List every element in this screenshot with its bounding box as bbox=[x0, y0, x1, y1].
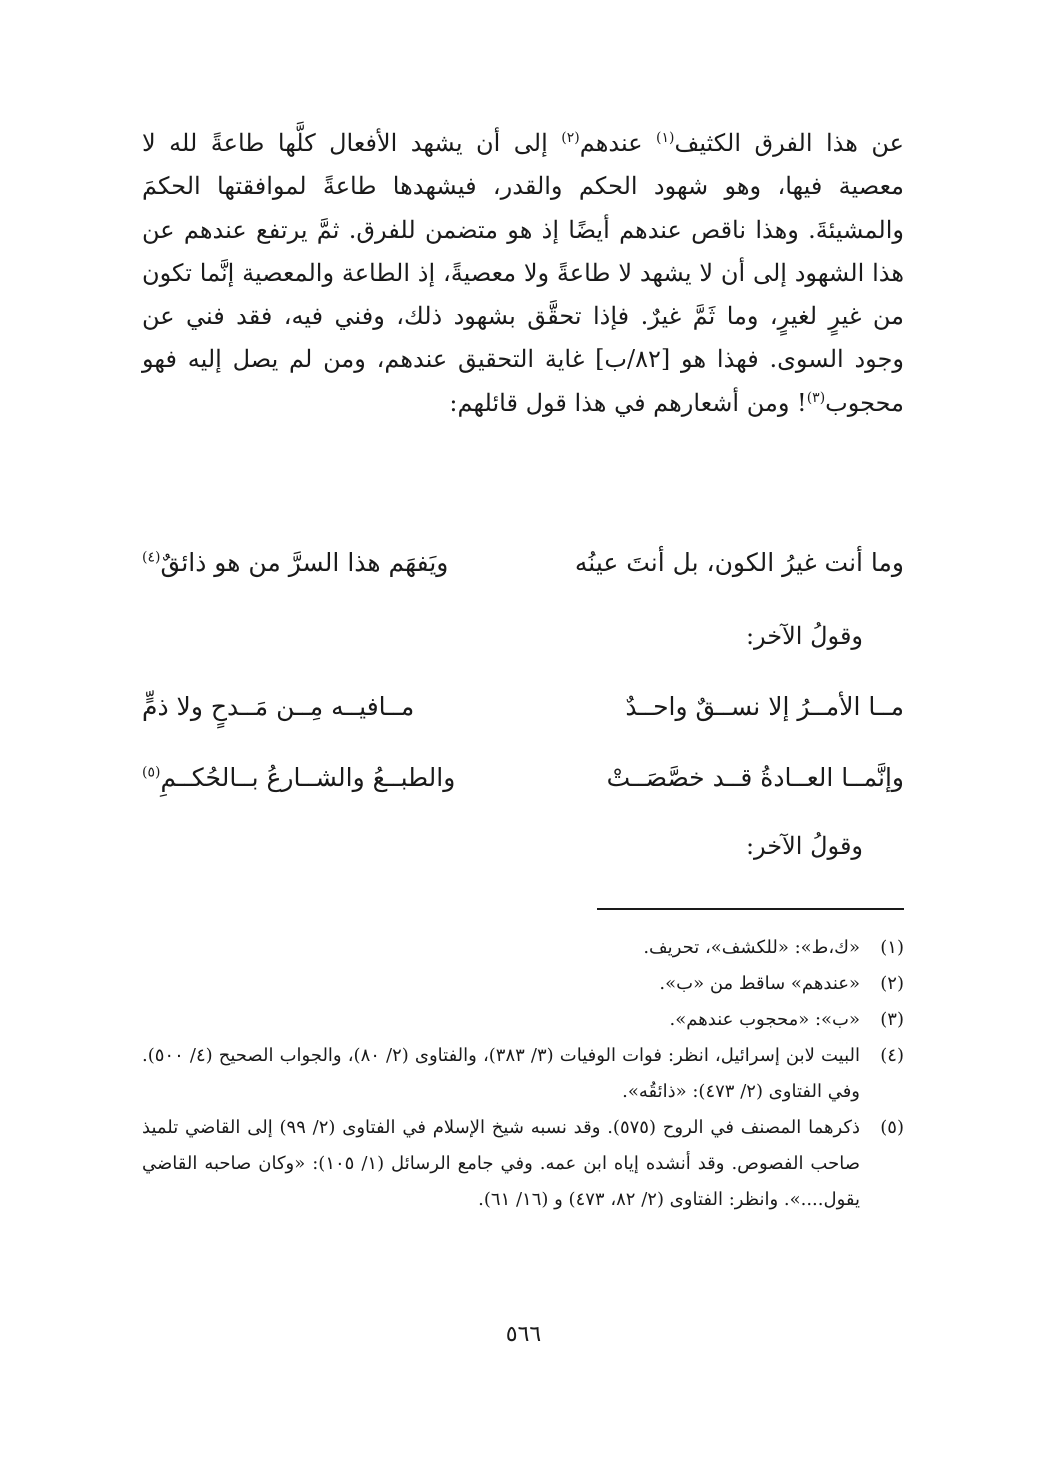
main-paragraph bbox=[142, 122, 904, 425]
footnote-2 bbox=[142, 966, 904, 1002]
footnote-number: (٢) bbox=[880, 973, 904, 994]
footnote-3 bbox=[142, 1002, 904, 1038]
paragraph-text: عن هذا الفرق الكثيف bbox=[674, 129, 904, 157]
verse-1-second-hemistich bbox=[142, 548, 448, 577]
footnote-ref-3[interactable]: (٣) bbox=[806, 389, 826, 406]
footnote-ref-5[interactable]: (٥) bbox=[142, 764, 161, 781]
paragraph-text: عندهم bbox=[579, 129, 656, 157]
footnote-number: (٣) bbox=[880, 1009, 904, 1030]
footnote-ref-1[interactable]: (١) bbox=[656, 130, 675, 146]
page-number: ٥٦٦ bbox=[505, 1322, 542, 1347]
verse-2-line-1-second-hemistich: مــافيــه مِــن مَــدحٍ ولا ذمٍّ bbox=[142, 692, 415, 721]
verse-intro-3: وقولُ الآخر: bbox=[745, 832, 863, 860]
verse-2-line-2-first-hemistich: وإنَّمــا العــادةُ قــد خصَّصَــتْ bbox=[606, 763, 904, 792]
footnote-4 bbox=[142, 1038, 904, 1110]
footnote-text: ذكرهما المصنف في الروح (٥٧٥). وقد نسبه شيخ الإسلام في الفتاوى (٢/ ٩٩) إلى القاضي تلميذ صاحب الفصوص. وقد أنشده إياه ابن عمه. وفي جامع الرسائل (١/ ١٠٥): «وكان صاحبه القاضي يقول....». وانظر: الفتاوى (٢/ ٨٢، ٤٧٣) و (١٦/ ٦١). bbox=[142, 1117, 860, 1210]
verse-2-line-1 bbox=[142, 692, 904, 736]
footnote-ref-2[interactable]: (٢) bbox=[561, 130, 580, 146]
verse-2-line-2-second-hemistich bbox=[142, 763, 455, 792]
footnote-1 bbox=[142, 930, 904, 966]
footnotes bbox=[142, 930, 904, 1218]
footnote-ref-4[interactable]: (٤) bbox=[142, 549, 161, 566]
paragraph-text: إلى أن يشهد الأفعال كلَّها طاعةً لله لا معصية فيها، وهو شهود الحكم والقدر، فيشهدها طاعةً لموافقتها الحكمَ والمشيئةَ. وهذا ناقص عندهم أيضًا إذ هو متضمن للفرق. ثمَّ يرتفع عندهم عن هذا الشهود إلى أن لا يشهد لا طاعةً ولا معصيةً، إذ الطاعة والمعصية إنَّما تكون من غيرٍ لغيرٍ، وما ثَمَّ غيرٌ. فإذا تحقَّق بشهود ذلك، وفني فيه، فقد فني عن وجود السوى. فهذا هو [٨٢/ب] غاية التحقيق عندهم، ومن لم يصل إليه فهو محجوب bbox=[142, 129, 905, 417]
verse-1-first-hemistich: وما أنت غيرُ الكون، بل أنتَ عينُه bbox=[574, 548, 904, 577]
verse-2-line-2 bbox=[142, 763, 904, 807]
footnote-5 bbox=[142, 1110, 904, 1218]
hemistich-text: والطبــعُ والشــارعُ بــالحُكــمِ bbox=[160, 763, 456, 792]
footnote-text: «ك،ط»: «للكشف»، تحريف. bbox=[643, 937, 860, 958]
verse-2-line-1-first-hemistich: مــا الأمــرُ إلا نســقٌ واحــدٌ bbox=[625, 692, 904, 721]
footnote-text: «ب»: «محجوب عندهم». bbox=[669, 1009, 860, 1030]
verse-1 bbox=[142, 548, 904, 592]
paragraph-text: ! ومن أشعارهم في هذا قول قائلهم: bbox=[449, 388, 807, 417]
hemistich-text: ويَفهَم هذا السرَّ من هو ذائقٌ bbox=[160, 548, 449, 577]
footnote-text: «عندهم» ساقط من «ب». bbox=[659, 973, 860, 994]
footnote-separator bbox=[597, 908, 904, 910]
footnote-number: (٤) bbox=[880, 1045, 904, 1066]
footnote-text: البيت لابن إسرائيل، انظر: فوات الوفيات (٣/ ٣٨٣)، والفتاوى (٢/ ٨٠)، والجواب الصحيح (٤/ ٥٠٠). وفي الفتاوى (٢/ ٤٧٣): «ذائقُه». bbox=[142, 1045, 861, 1102]
verse-intro-2: وقولُ الآخر: bbox=[745, 622, 863, 650]
footnote-number: (١) bbox=[880, 937, 904, 958]
footnote-number: (٥) bbox=[880, 1117, 904, 1138]
